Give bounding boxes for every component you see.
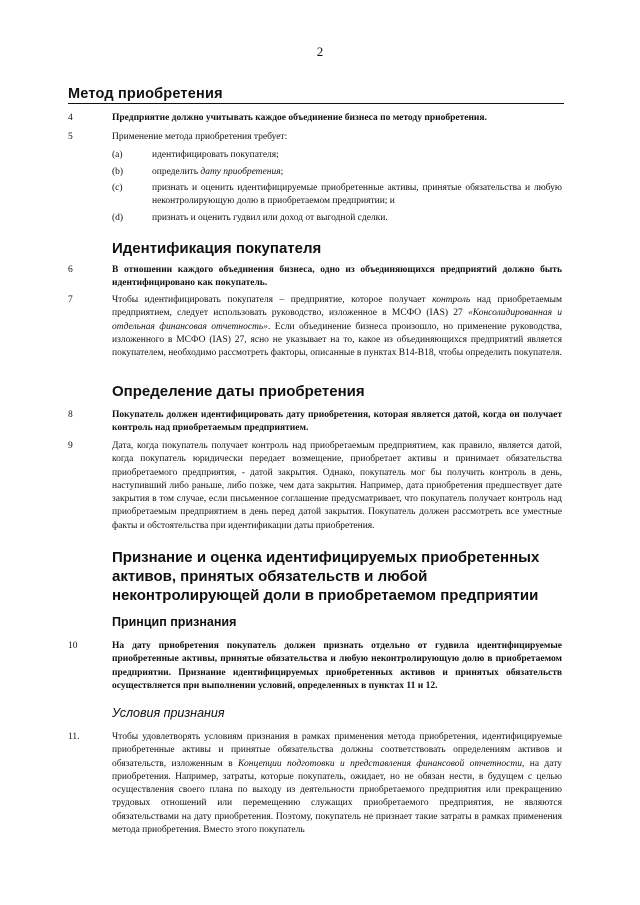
paragraph-10: На дату приобретения покупатель должен признать отдельно от гудвила идентифицируемые приобретенные активы, принятые обязательства и любую неконтролирующую долю в приобретаемом предприятии. Признание идентифицируемых приобретенных активов и принятых обязательств осуществляется при выполнении условий, определенных в пунктах 11 и 12.: [112, 641, 562, 691]
section-title-recognition: Признание и оценка идентифицируемых приобретенных активов, принятых обязательств и любой неконтролирующей доли в приобретаемом предприятии: [112, 549, 540, 604]
list-item-label: (a): [112, 150, 123, 160]
subsection-title-principle: Принцип признания: [112, 615, 237, 629]
list-item-label: (b): [112, 167, 124, 177]
paragraph-number: 7: [68, 295, 73, 305]
list-item: признать и оценить идентифицируемые приобретенные активы, принятые обязательства и любую неконтролирующую долю в приобретаемом предприятии; и: [152, 183, 562, 207]
page-number: 2: [316, 44, 324, 59]
list-item: определить дату приобретения;: [152, 167, 284, 177]
paragraph-number: 9: [68, 441, 73, 451]
paragraph-number: 11.: [68, 732, 80, 742]
paragraph-11: Чтобы удовлетворять условиям признания в рамках применения метода приобретения, идентифицируемые приобретенные активы и принятые обязательства должны соответствовать определениям активов и обязательств, изложенным в Концепции подготовки и представления финансовой отчетности, на дату приобретения. Например, затраты, которые покупатель, ожидает, но не обязан нести, в будущем с целью осуществления своего плана по выходу из деятельности приобретаемого предприятия или прекращению трудовых отношений или перемещению служащих приобретаемого предприятия, не являются обязательствами на дату приобретения. Поэтому, покупатель не признает такие затраты в рамках применения метода приобретения. Вместо этого покупатель: [112, 732, 562, 836]
list-item-label: (c): [112, 183, 123, 193]
paragraph-4: Предприятие должно учитывать каждое объединение бизнеса по методу приобретения.: [112, 113, 487, 123]
paragraph-number: 5: [68, 132, 73, 142]
paragraph-8: Покупатель должен идентифицировать дату приобретения, которая является датой, когда он получает контроль над приобретаемым предприятием.: [112, 410, 562, 434]
paragraph-6: В отношении каждого объединения бизнеса, одно из объединяющихся предприятий должно быть идентифицировано как покупатель.: [112, 265, 562, 289]
paragraph-7: Чтобы идентифицировать покупателя – предприятие, которое получает контроль над приобретаемым предприятием, следует использовать руководство, изложенное в МСФО (IAS) 27 «Консолидированная и отдельная финансовая отчетность». Если объединение бизнеса произошло, но применение руководства, изложенного в МСФО (IAS) 27, ясно не указывает на то, какое из объединяющихся предприятий является покупателем, необходимо рассмотреть факторы, описанные в пунктах B14-B18, чтобы определить покупателя.: [112, 295, 562, 359]
paragraph-9: Дата, когда покупатель получает контроль над приобретаемым предприятием, как правило, является датой, когда покупатель юридически передает возмещение, приобретает активы и принимает обязательства приобретаемого предприятия, - датой закрытия. Однако, покупатель мог бы получить контроль в день, наступивший либо раньше, либо позже, чем дата закрытия. Например, дата приобретения предшествует дате закрытия в том случае, если письменное соглашение предусматривает, что покупатель получает контроль над приобретаемым предприятием в день перед датой закрытия. Покупатель должен рассмотреть все уместные факты и обстоятельства при идентификации даты приобретения.: [112, 441, 562, 531]
subsection-title-conditions: Условия признания: [112, 706, 225, 720]
paragraph-5: Применение метода приобретения требует:: [112, 132, 288, 142]
paragraph-number: 8: [68, 410, 73, 420]
paragraph-number: 4: [68, 113, 73, 123]
section-title-date: Определение даты приобретения: [112, 383, 365, 400]
list-item: идентифицировать покупателя;: [152, 150, 279, 160]
section-title-acquirer: Идентификация покупателя: [112, 240, 322, 257]
list-item-label: (d): [112, 213, 124, 223]
list-item: признать и оценить гудвил или доход от выгодной сделки.: [152, 213, 388, 223]
section-title-method: Метод приобретения: [68, 86, 564, 104]
paragraph-number: 10: [68, 641, 78, 651]
paragraph-number: 6: [68, 265, 73, 275]
